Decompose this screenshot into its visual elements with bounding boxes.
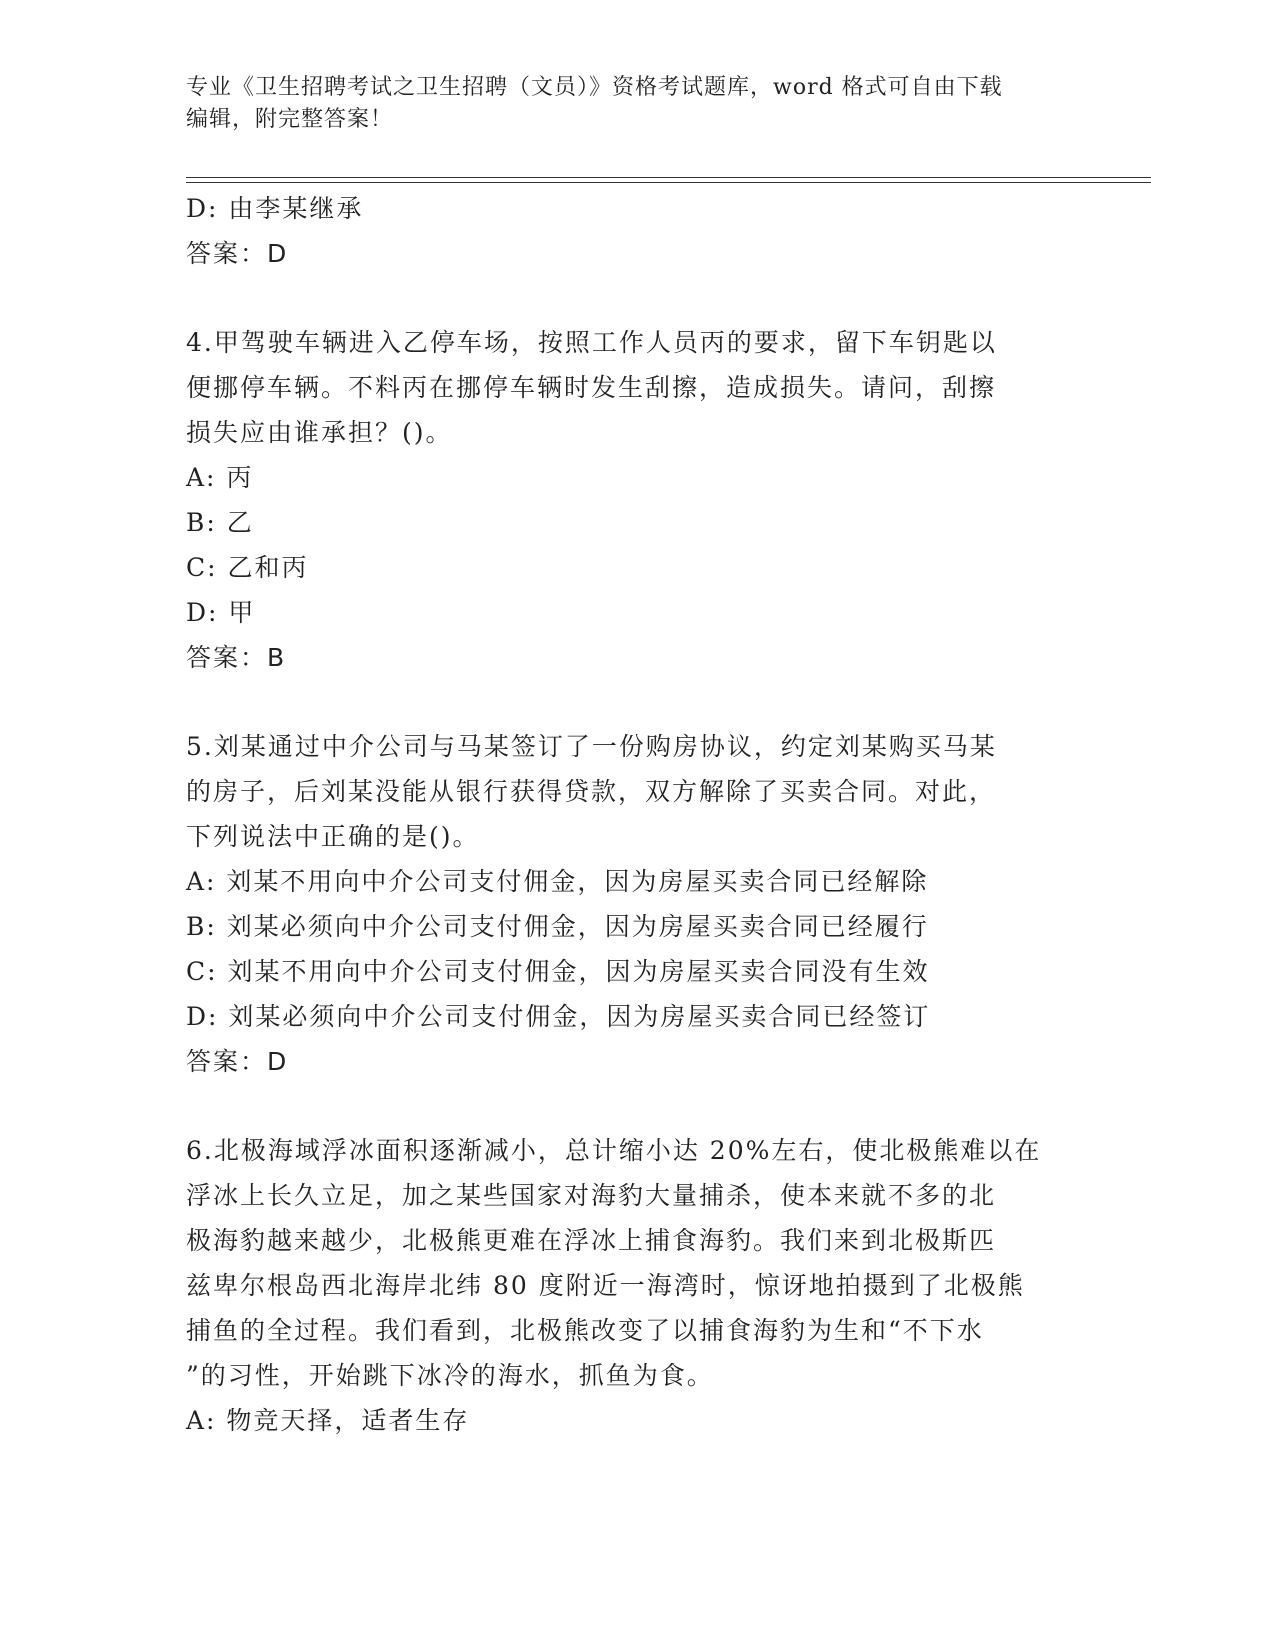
header-rule-top	[186, 177, 1151, 178]
question-text-line: 极海豹越来越少，北极熊更难在浮冰上捕食海豹。我们来到北极斯匹	[186, 1226, 997, 1255]
question-text-line: ”的习性，开始跳下冰冷的海水，抓鱼为食。	[186, 1361, 714, 1390]
option-a: A: 刘某不用向中介公司支付佣金，因为房屋买卖合同已经解除	[186, 867, 929, 896]
question-text-line: 便挪停车辆。不料丙在挪停车辆时发生刮擦，造成损失。请问，刮擦	[186, 373, 997, 402]
question-text-line: 损失应由谁承担？()。	[186, 418, 453, 447]
option-c: C: 乙和丙	[186, 553, 309, 582]
header-line-2: 编辑，附完整答案！	[186, 107, 394, 132]
question-text-line: 下列说法中正确的是()。	[186, 822, 480, 851]
option-c: C: 刘某不用向中介公司支付佣金，因为房屋买卖合同没有生效	[186, 957, 930, 986]
question-6	[186, 1128, 1086, 1443]
question-gap	[186, 680, 1086, 724]
question-text-line: 的房子，后刘某没能从银行获得贷款，双方解除了买卖合同。对此，	[186, 777, 997, 806]
question-text-line: 5.刘某通过中介公司与马某签订了一份购房协议，约定刘某购买马某	[186, 732, 997, 761]
question-gap	[186, 1084, 1086, 1128]
question-5	[186, 724, 1086, 1084]
option-d: D: 刘某必须向中介公司支付佣金，因为房屋买卖合同已经签订	[186, 1002, 931, 1031]
question-3-tail	[186, 186, 1086, 276]
header-rule-bottom	[186, 182, 1151, 183]
option-b: B: 刘某必须向中介公司支付佣金，因为房屋买卖合同已经履行	[186, 912, 929, 941]
question-gap	[186, 276, 1086, 320]
question-text-line: 6.北极海域浮冰面积逐渐减小，总计缩小达 20%左右，使北极熊难以在	[186, 1136, 1042, 1165]
option-a: A: 物竞天择，适者生存	[186, 1406, 470, 1435]
question-text-line: 捕鱼的全过程。我们看到，北极熊改变了以捕食海豹为生和“不下水	[186, 1316, 984, 1345]
option-d: D: 由李某继承	[186, 194, 364, 223]
answer: 答案：B	[186, 643, 287, 672]
option-b: B: 乙	[186, 508, 254, 537]
answer: 答案：D	[186, 239, 289, 268]
page-header	[186, 72, 1086, 136]
option-d: D: 甲	[186, 598, 256, 627]
question-text-line: 浮冰上长久立足，加之某些国家对海豹大量捕杀，使本来就不多的北	[186, 1181, 997, 1210]
option-a: A: 丙	[186, 463, 254, 492]
header-line-1: 专业《卫生招聘考试之卫生招聘（文员）》资格考试题库，word 格式可自由下载	[186, 75, 1003, 100]
document-body	[186, 186, 1086, 1443]
question-text-line: 4.甲驾驶车辆进入乙停车场，按照工作人员丙的要求，留下车钥匙以	[186, 328, 997, 357]
answer: 答案：D	[186, 1047, 289, 1076]
question-4	[186, 320, 1086, 680]
question-text-line: 兹卑尔根岛西北海岸北纬 80 度附近一海湾时，惊讶地拍摄到了北极熊	[186, 1271, 1025, 1300]
